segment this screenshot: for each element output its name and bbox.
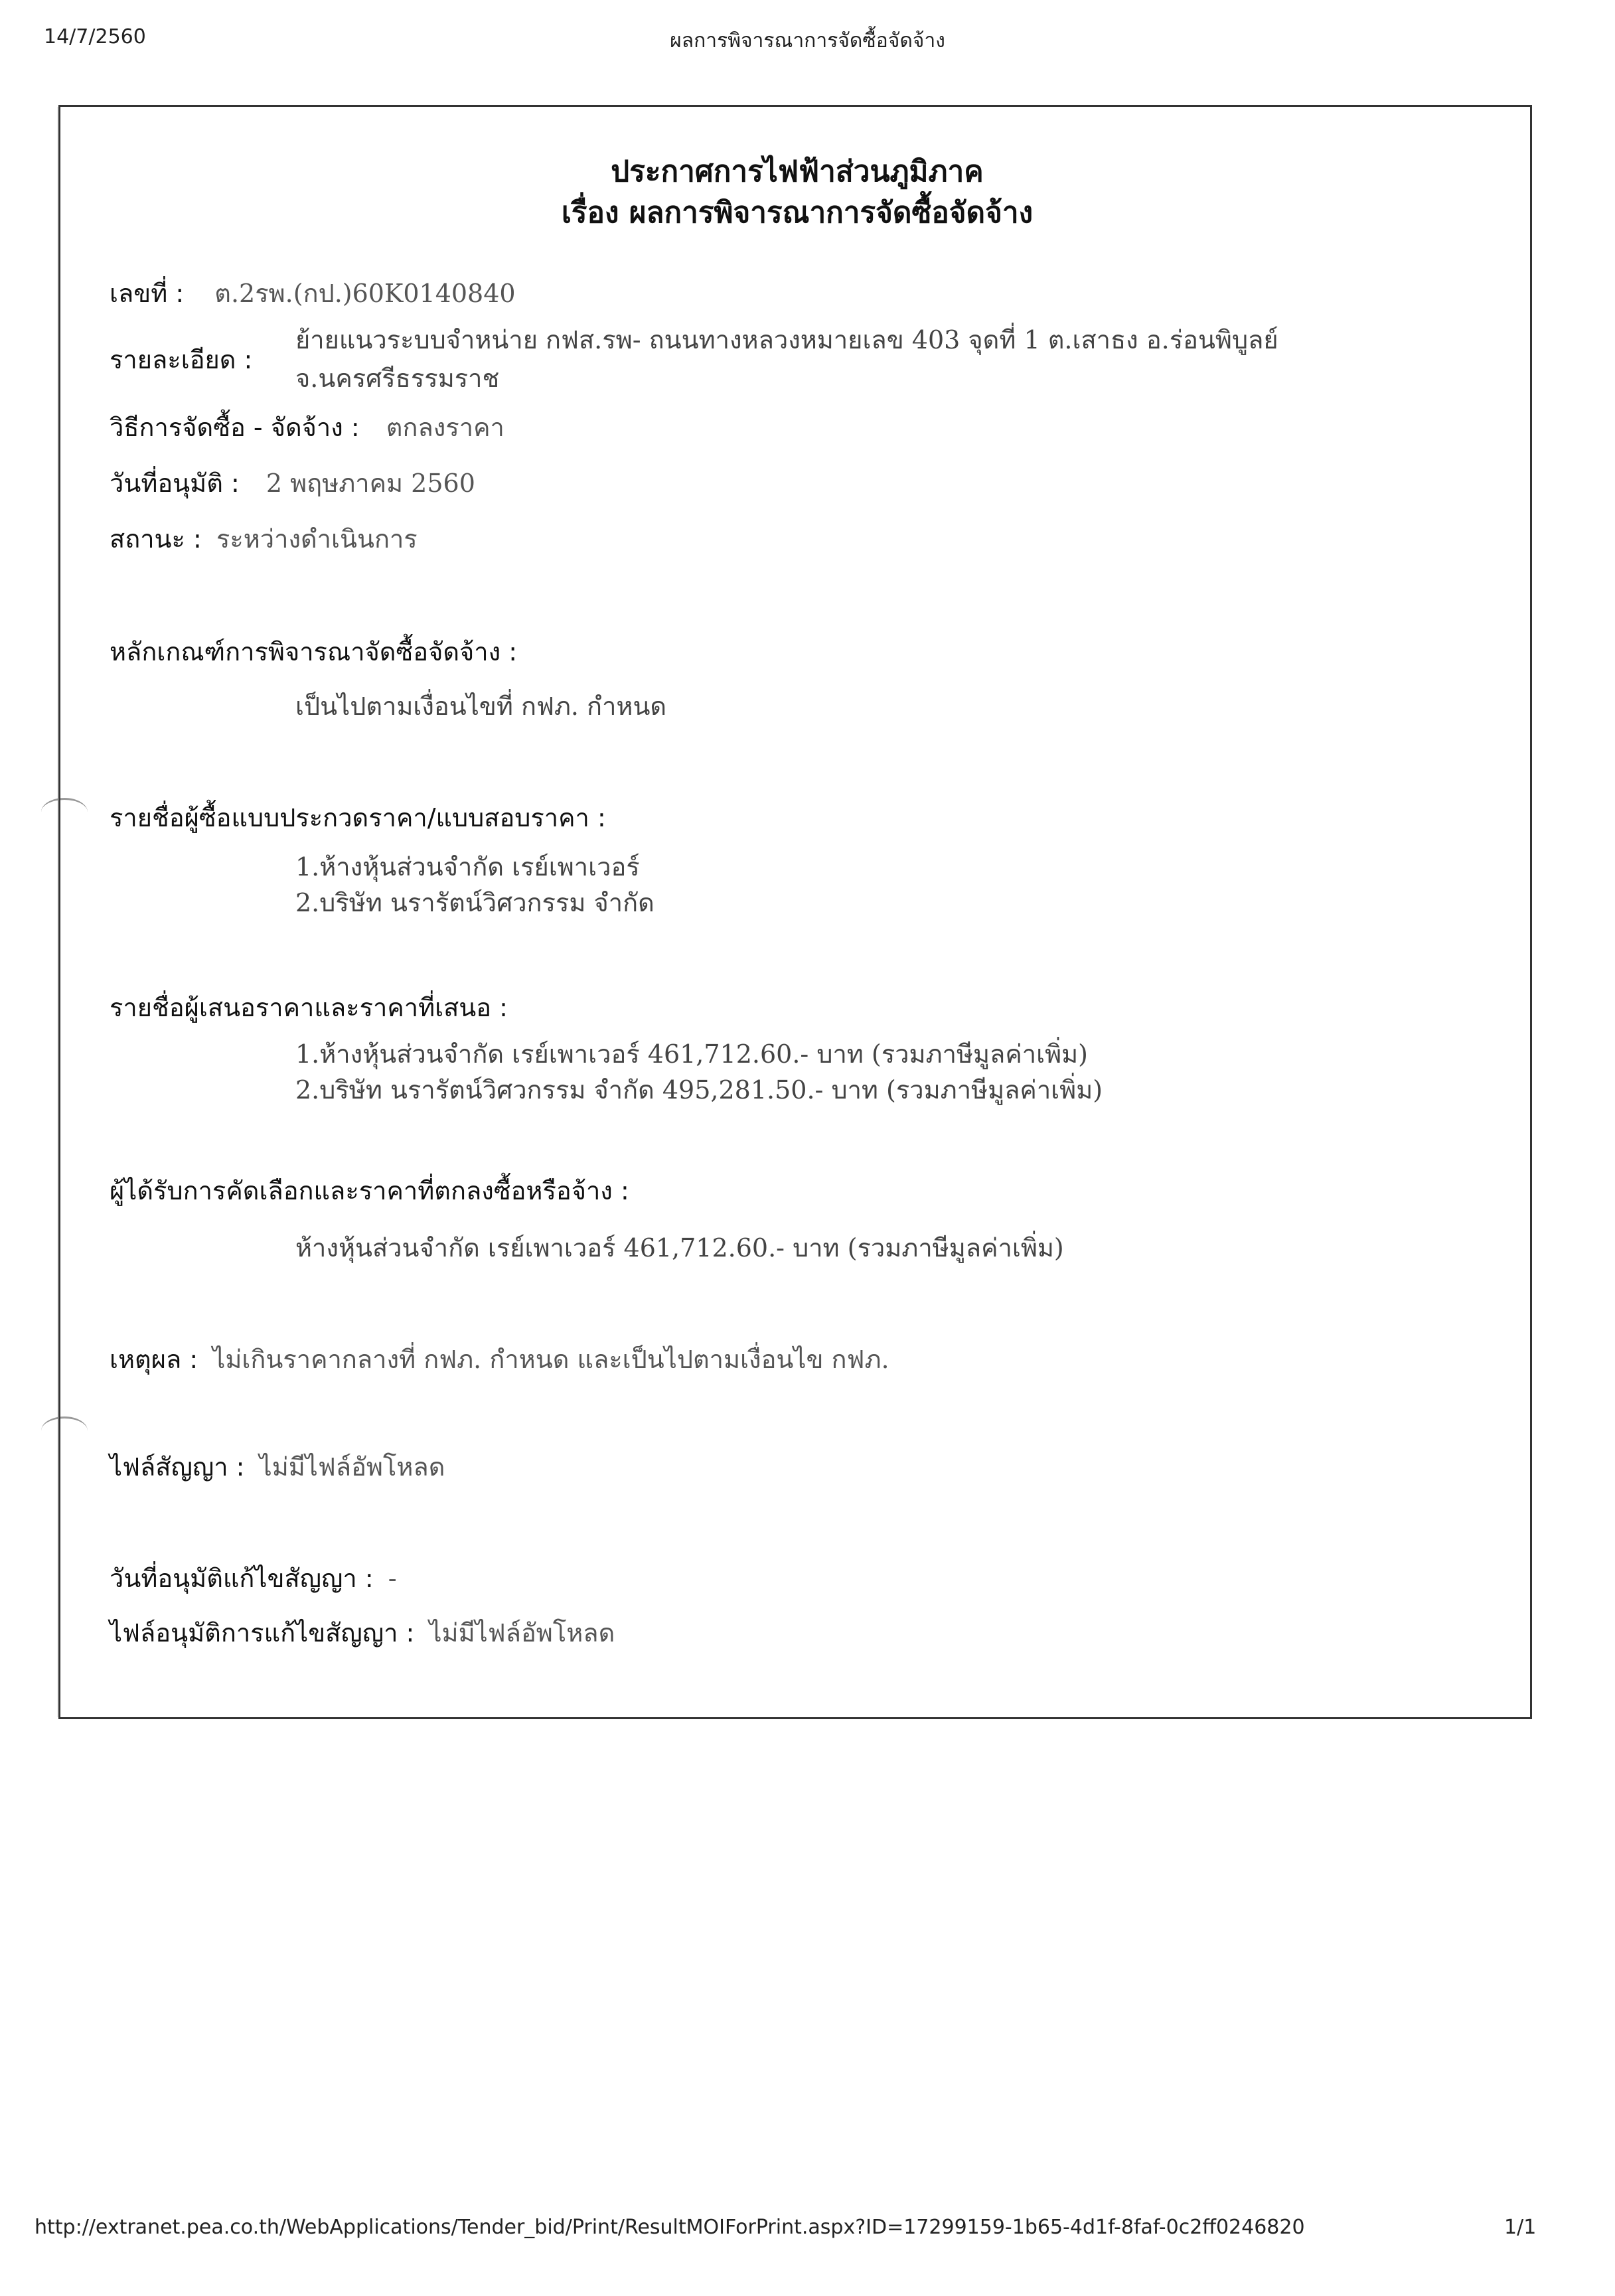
reason-label: เหตุผล : xyxy=(110,1345,198,1374)
contract-file-value: ไม่มีไฟล์อัพโหลด xyxy=(259,1452,445,1482)
buyers-row xyxy=(110,800,606,836)
amend-file-value: ไม่มีไฟล์อัพโหลด xyxy=(429,1618,615,1647)
reason-value: ไม่เกินราคากลางที่ กฟภ. กำหนด และเป็นไปตามเงื่อนไข กฟภ. xyxy=(212,1345,889,1374)
contract-file-row xyxy=(110,1449,445,1485)
contract-file-label: ไฟล์สัญญา : xyxy=(110,1452,245,1482)
approval-date-value: 2 พฤษภาคม 2560 xyxy=(266,469,475,498)
announcement-subtitle: เรื่อง ผลการพิจารณาการจัดซื้อจัดจ้าง xyxy=(561,196,1034,230)
amend-date-row xyxy=(110,1561,397,1596)
method-label: วิธีการจัดซื้อ - จัดจ้าง : xyxy=(110,413,360,442)
amend-date-label: วันที่อนุมัติแก้ไขสัญญา : xyxy=(110,1564,374,1593)
print-footer-url: http://extranet.pea.co.th/WebApplications/Tender_bid/Print/ResultMOIForPrint.aspx?ID=17299159-1b65-4d1f-8faf-0c2ff0246820 xyxy=(35,2216,1305,2239)
bidder-item: 2.บริษัท นรารัตน์วิศวกรรม จำกัด 495,281.50.- บาท (รวมภาษีมูลค่าเพิ่ม) xyxy=(295,1075,1103,1105)
detail-value-line2: จ.นครศรีธรรมราช xyxy=(295,364,500,393)
print-header-title: ผลการพิจารณาการจัดซื้อจัดจ้าง xyxy=(670,29,945,52)
announcement-title: ประกาศการไฟฟ้าส่วนภูมิภาค xyxy=(611,155,984,189)
criteria-row xyxy=(110,634,517,670)
print-footer-page: 1/1 xyxy=(1504,2216,1537,2239)
approval-date-row xyxy=(110,465,475,501)
criteria-label: หลักเกณฑ์การพิจารณาจัดซื้อจัดจ้าง : xyxy=(110,637,518,666)
detail-value-line1: ย้ายแนวระบบจำหน่าย กฟส.รพ- ถนนทางหลวงหมายเลข 403 จุดที่ 1 ต.เสาธง อ.ร่อนพิบูลย์ xyxy=(295,325,1278,354)
bidders-label: รายชื่อผู้เสนอราคาและราคาที่เสนอ : xyxy=(110,993,508,1022)
bidder-item: 1.ห้างหุ้นส่วนจำกัด เรย์เพาเวอร์ 461,712.60.- บาท (รวมภาษีมูลค่าเพิ่ม) xyxy=(295,1039,1088,1069)
criteria-value: เป็นไปตามเงื่อนไขที่ กฟภ. กำหนด xyxy=(295,692,667,721)
status-row xyxy=(110,521,418,557)
number-label: เลขที่ : xyxy=(110,279,185,308)
print-date: 14/7/2560 xyxy=(44,25,146,48)
bidders-row xyxy=(110,990,508,1026)
detail-label-row xyxy=(110,342,252,378)
number-row xyxy=(110,275,516,311)
announcement-frame xyxy=(58,105,1532,1719)
buyer-item: 2.บริษัท นรารัตน์วิศวกรรม จำกัด xyxy=(295,888,654,917)
reason-row xyxy=(110,1341,889,1377)
buyers-label: รายชื่อผู้ซื้อแบบประกวดราคา/แบบสอบราคา : xyxy=(110,803,606,832)
winner-row xyxy=(110,1173,629,1209)
winner-value: ห้างหุ้นส่วนจำกัด เรย์เพาเวอร์ 461,712.60.- บาท (รวมภาษีมูลค่าเพิ่ม) xyxy=(295,1233,1064,1263)
method-value: ตกลงราคา xyxy=(386,413,504,442)
detail-label: รายละเอียด : xyxy=(110,345,253,374)
amend-file-label: ไฟล์อนุมัติการแก้ไขสัญญา : xyxy=(110,1618,415,1647)
amend-date-value: - xyxy=(388,1564,397,1593)
status-label: สถานะ : xyxy=(110,524,202,554)
approval-date-label: วันที่อนุมัติ : xyxy=(110,469,240,498)
method-row xyxy=(110,410,504,445)
buyer-item: 1.ห้างหุ้นส่วนจำกัด เรย์เพาเวอร์ xyxy=(295,852,640,881)
amend-file-row xyxy=(110,1615,615,1651)
number-value: ต.2รพ.(กป.)60K0140840 xyxy=(214,279,516,308)
winner-label: ผู้ได้รับการคัดเลือกและราคาที่ตกลงซื้อหรือจ้าง : xyxy=(110,1176,629,1205)
status-value: ระหว่างดำเนินการ xyxy=(216,524,418,554)
